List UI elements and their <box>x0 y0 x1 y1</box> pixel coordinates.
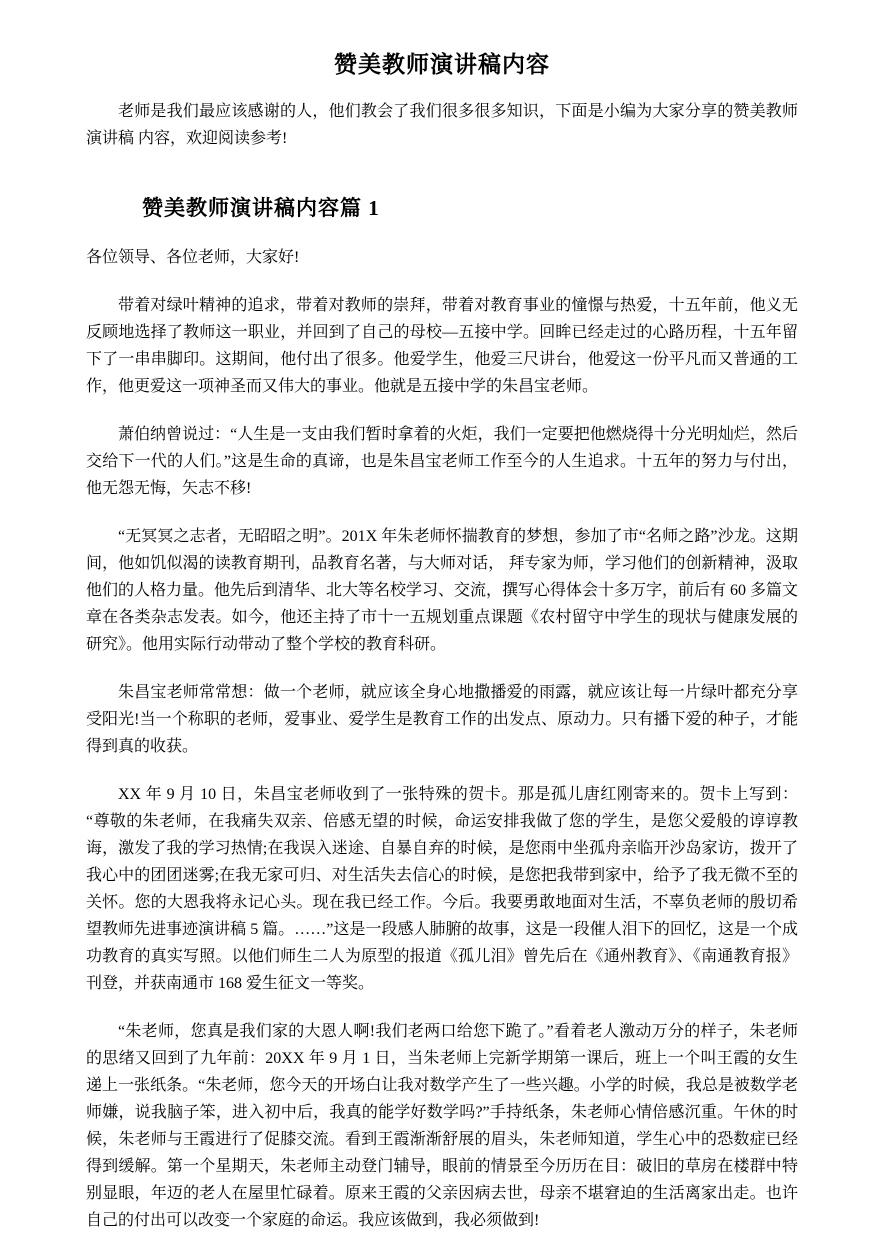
paragraph-4: 朱昌宝老师常常想：做一个老师，就应该全身心地撒播爱的雨露，就应该让每一片绿叶都充分享受阳光!当一个称职的老师，爱事业、爱学生是教育工作的出发点、原动力。只有播下爱的种子，才能得到真的收获。 <box>86 684 798 755</box>
greeting-line: 各位领导、各位老师，大家好! <box>86 249 300 266</box>
paragraph-6: “朱老师，您真是我们家的大恩人啊!我们老两口给您下跪了。”看着老人激动万分的样子，朱老师的思绪又回到了九年前：20XX 年 9 月 1 日，当朱老师上完新学期第一课后，班上一个叫王霞的女生递上一张纸条。“朱老师，您今天的开场白让我对数学产生了一些兴趣。小学的时候，我总是被数学老师嫌，说我脑子笨，进入初中后，我真的能学好数学吗?”手持纸条，朱老师心情倍感沉重。午休的时候，朱老师与王霞进行了促膝交流。看到王霞渐渐舒展的眉头，朱老师知道，学生心中的恐数症已经得到缓解。第一个星期天，朱老师主动登门辅导，眼前的情景至今历历在目：破旧的草房在楼群中特别显眼，年迈的老人在屋里忙碌着。原来王霞的父亲因病去世，母亲不堪窘迫的生活离家出走。也许自己的付出可以改变一个家庭的命运。我应该做到，我必须做到! <box>86 1023 798 1229</box>
paragraph-3: “无冥冥之志者，无昭昭之明”。201X 年朱老师怀揣教育的梦想，参加了市“名师之路”沙龙。这期间，他如饥似渴的读教育期刊，品教育名著，与大师对话， 拜专家为师，学习他们的创新精神，汲取他们的人格力量。他先后到清华、北大等名校学习、交流，撰写心得体会十多万字，前后有 60 多篇文章在各类杂志发表。如今，他还主持了市十一五规划重点课题《农村留守中学生的现状与健康发展的研究》。他用实际行动带动了整个学校的教育科研。 <box>86 528 799 653</box>
document-title: 赞美教师演讲稿内容 <box>334 52 550 77</box>
section-heading-part1: 赞美教师演讲稿内容篇 1 <box>142 196 380 220</box>
paragraph-2: 萧伯纳曾说过：“人生是一支由我们暂时拿着的火炬，我们一定要把他燃烧得十分光明灿烂，然后交给下一代的人们。”这是生命的真谛，也是朱昌宝老师工作至今的人生追求。十五年的努力与付出，他无怨无悔，矢志不移! <box>86 426 798 497</box>
paragraph-5: XX 年 9 月 10 日，朱昌宝老师收到了一张特殊的贺卡。那是孤儿唐红刚寄来的。贺卡上写到：“尊敬的朱老师，在我痛失双亲、倍感无望的时候，命运安排我做了您的学生，是您父爱般的谆谆教诲，激发了我的学习热情;在我误入迷途、自暴自弃的时候，是您雨中坐孤舟亲临开沙岛家访，拨开了我心中的团团迷雾;在我无家可归、对生活失去信心的时候，是您把我带到家中，给予了我无微不至的关怀。您的大恩我将永记心头。现在我已经工作。今后。我要勇敢地面对生活，不辜负老师的殷切希望教师先进事迹演讲稿 5 篇。……”这是一段感人肺腑的故事，这是一段催人泪下的回忆，这是一个成功教育的真实写照。以他们师生二人为原型的报道《孤儿泪》曾先后在《通州教育》、《南通教育报》刊登，并获南通市 168 爱生征文一等奖。 <box>86 786 798 992</box>
paragraph-1: 带着对绿叶精神的追求，带着对教师的崇拜，带着对教育事业的憧憬与热爱，十五年前，他义无反顾地选择了教师这一职业，并回到了自己的母校—五接中学。回眸已经走过的心路历程，十五年留下了一串串脚印。这期间，他付出了很多。他爱学生，他爱三尺讲台，他爱这一份平凡而又普通的工作，他更爱这一项神圣而又伟大的事业。他就是五接中学的朱昌宝老师。 <box>86 297 798 395</box>
intro-paragraph: 老师是我们最应该感谢的人，他们教会了我们很多很多知识，下面是小编为大家分享的赞美教师 演讲稿 内容，欢迎阅读参考! <box>86 103 798 147</box>
